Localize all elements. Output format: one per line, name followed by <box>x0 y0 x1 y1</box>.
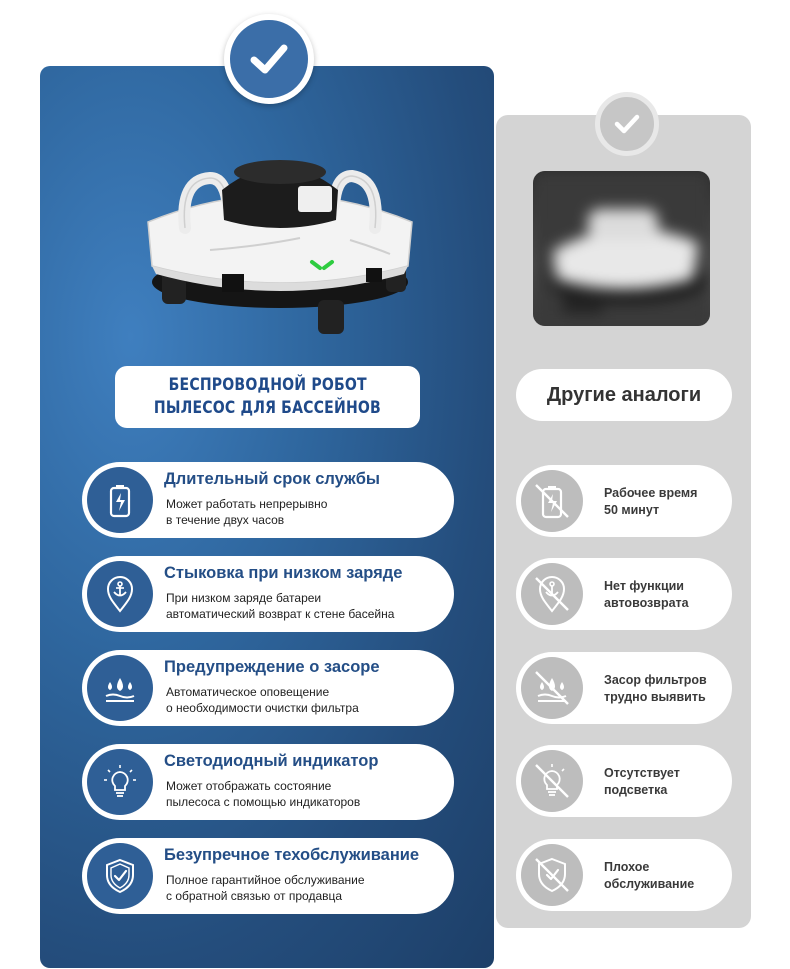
analog-card-maintenance <box>516 839 732 911</box>
feature-desc: Полное гарантийное обслуживание с обратной связью от продавца <box>166 873 365 903</box>
feature-desc: Может работать непрерывно в течение двух часов <box>166 497 328 527</box>
analog-text: Нет функции автовозврата <box>604 579 689 610</box>
shield-crossed-icon <box>521 844 583 906</box>
feature-card-led <box>82 744 454 820</box>
lightbulb-crossed-icon <box>521 750 583 812</box>
feature-card-clog <box>82 650 454 726</box>
checkmark-grey-badge-icon <box>595 92 659 156</box>
feature-card-docking <box>82 556 454 632</box>
analog-text: Отсутствует подсветка <box>604 766 680 797</box>
feature-title: Светодиодный индикатор <box>164 752 379 770</box>
battery-crossed-icon <box>521 470 583 532</box>
analog-card-battery <box>516 465 732 537</box>
analog-text: Засор фильтров трудно выявить <box>604 673 707 704</box>
feature-card-maintenance <box>82 838 454 914</box>
analog-card-led <box>516 745 732 817</box>
feature-desc: Автоматическое оповещение о необходимости очистки фильтра <box>166 685 359 715</box>
analog-text: Плохое обслуживание <box>604 860 695 891</box>
feature-title: Предупреждение о засоре <box>164 658 380 676</box>
battery-icon <box>87 467 153 533</box>
feature-title: Длительный срок службы <box>164 470 381 488</box>
robot-vacuum-image <box>140 150 420 340</box>
product-title-line1: БЕСПРОВОДНОЙ РОБОТ <box>168 375 367 395</box>
lightbulb-icon <box>87 749 153 815</box>
checkmark-badge-icon <box>224 14 314 104</box>
analog-title <box>516 369 732 421</box>
feature-card-battery <box>82 462 454 538</box>
analog-card-docking <box>516 558 732 630</box>
product-title <box>115 366 420 428</box>
water-drops-crossed-icon <box>521 657 583 719</box>
product-title-line2: ПЫЛЕСОС ДЛЯ БАССЕЙНОВ <box>153 398 382 418</box>
competitor-image <box>533 171 710 326</box>
water-drops-icon <box>87 655 153 721</box>
anchor-pin-crossed-icon <box>521 563 583 625</box>
analog-card-clog <box>516 652 732 724</box>
analog-title-text: Другие аналоги <box>546 383 702 406</box>
feature-title: Стыковка при низком заряде <box>164 564 403 582</box>
shield-check-icon <box>87 843 153 909</box>
feature-title: Безупречное техобслуживание <box>164 846 420 864</box>
anchor-pin-icon <box>87 561 153 627</box>
feature-desc: Может отображать состояние пылесоса с помощью индикаторов <box>166 779 361 809</box>
analog-text: Рабочее время 50 минут <box>604 486 698 517</box>
feature-desc: При низком заряде батареи автоматический возврат к стене басейна <box>166 591 395 621</box>
